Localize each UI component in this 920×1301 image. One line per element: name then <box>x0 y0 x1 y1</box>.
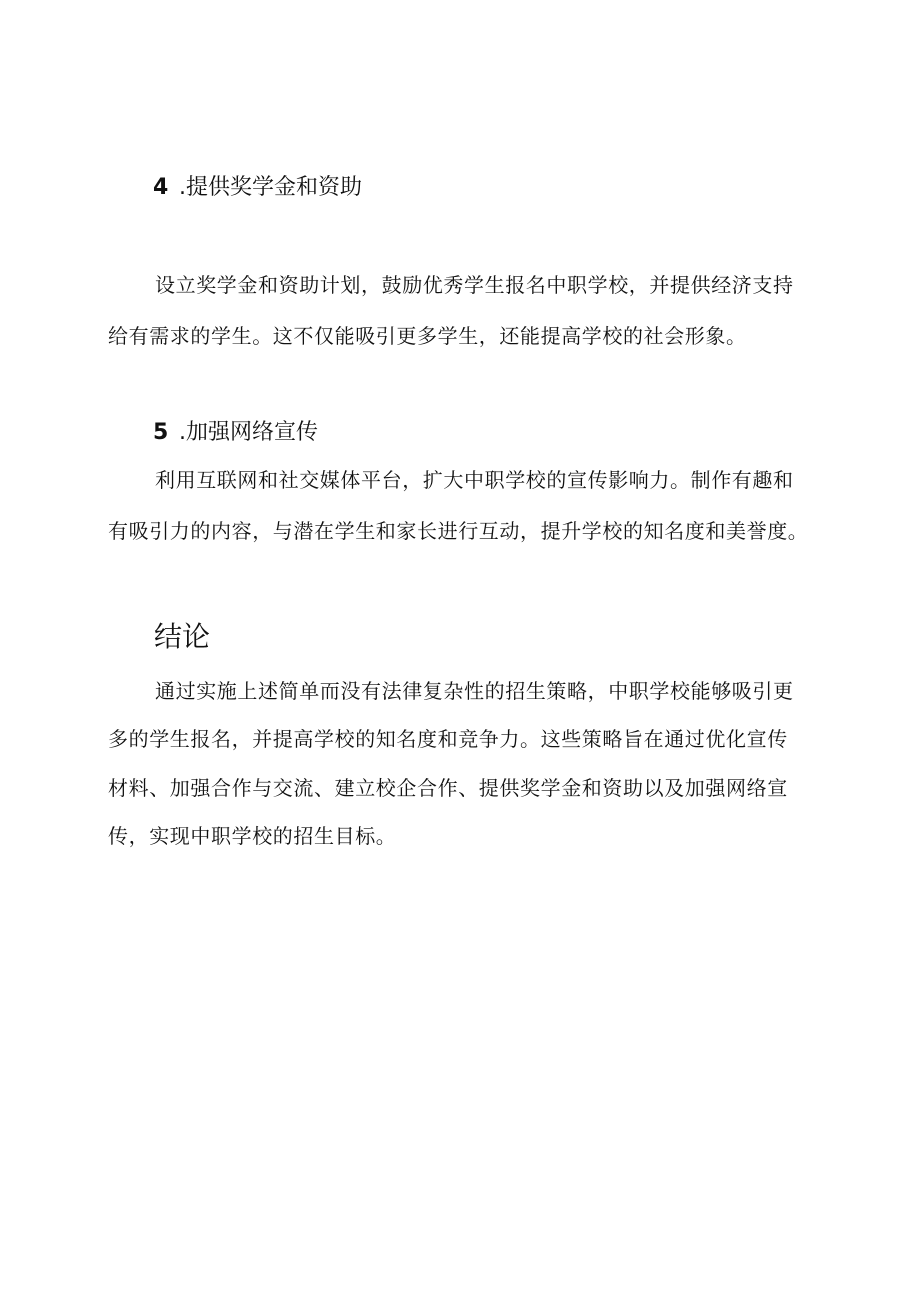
conclusion-line-1: 通过实施上述简单而没有法律复杂性的招生策略，中职学校能够吸引更 <box>155 679 794 703</box>
section-4-heading <box>153 174 362 202</box>
section-5-line-2: 有吸引力的内容，与潜在学生和家长进行互动，提升学校的知名度和美誉度。 <box>108 519 809 543</box>
section-5-number: 5 <box>153 420 169 445</box>
section-4-number: 4 <box>153 175 169 200</box>
section-4-line-1: 设立奖学金和资助计划，鼓励优秀学生报名中职学校，并提供经济支持 <box>155 273 794 297</box>
section-4-line-2: 给有需求的学生。这不仅能吸引更多学生，还能提高学校的社会形象。 <box>108 324 747 348</box>
section-5-title: .加强网络宣传 <box>179 420 318 445</box>
conclusion-heading: 结论 <box>154 620 211 653</box>
conclusion-line-4: 传，实现中职学校的招生目标。 <box>108 824 397 848</box>
conclusion-line-2: 多的学生报名，并提高学校的知名度和竞争力。这些策略旨在通过优化宣传 <box>108 727 788 751</box>
section-5-heading <box>153 419 318 447</box>
conclusion-line-3: 材料、加强合作与交流、建立校企合作、提供奖学金和资助以及加强网络宣 <box>108 776 788 800</box>
section-4-title: .提供奖学金和资助 <box>179 175 362 200</box>
section-5-line-1: 利用互联网和社交媒体平台，扩大中职学校的宣传影响力。制作有趣和 <box>155 468 794 492</box>
